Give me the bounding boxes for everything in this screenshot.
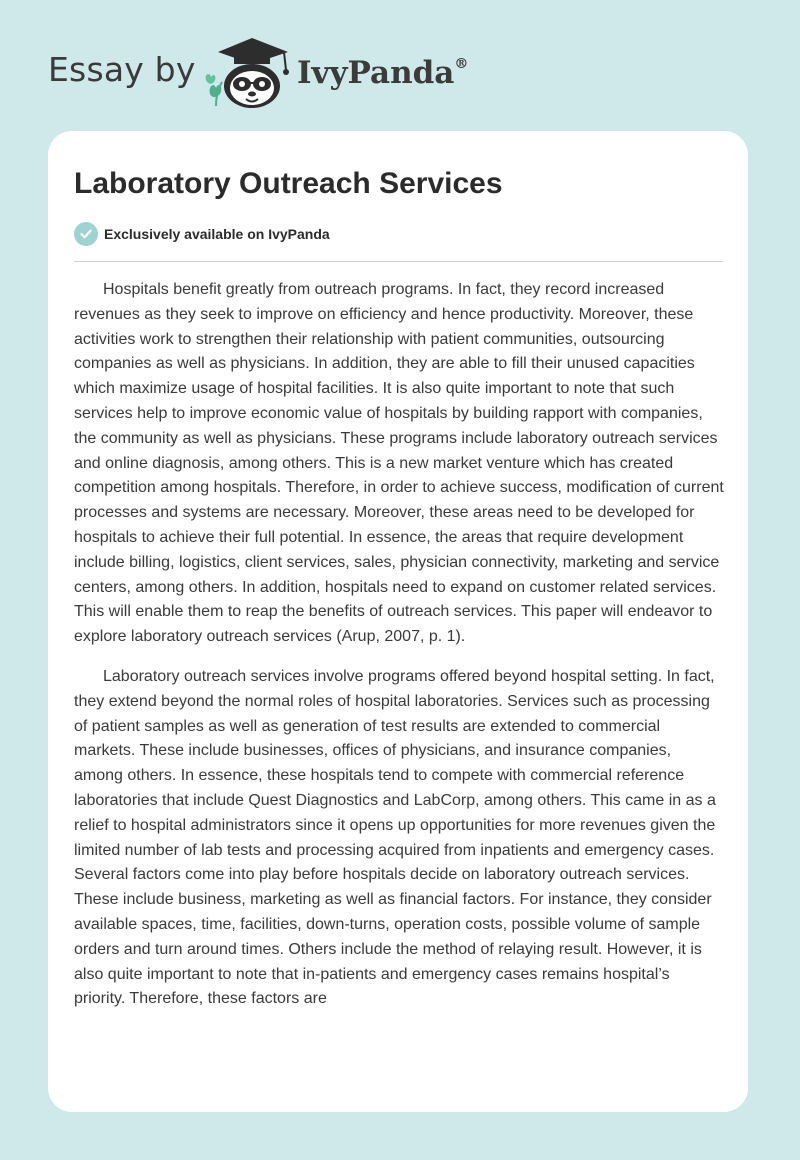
essay-card [48, 131, 748, 1112]
badge-label: Exclusively available on IvyPanda [104, 226, 330, 242]
divider [74, 261, 723, 262]
registered-mark: ® [454, 55, 469, 72]
check-circle-icon [74, 222, 98, 246]
paragraph: Hospitals benefit greatly from outreach programs. In fact, they record increased revenues as they seek to improve on efficiency and hence productivity. Moreover, these activities work to strengthen their relationship with patient communities, outsourcing companies as well as physicians. In addition, they are able to fill their unused capacities which maximize usage of hospital facilities. It is also quite important to note that such services help to improve economic value of hospitals by building rapport with companies, the community as well as physicians. These programs include laboratory outreach services and online diagnosis, among others. This is a new market venture which has created competition among hospitals. Therefore, in order to achieve success, modification of current processes and systems are necessary. Moreover, these areas need to be developed for hospitals to achieve their full potential. In essence, the areas that require development include billing, logistics, client services, sales, physician connectivity, marketing and service centers, among others. In addition, hospitals need to expand on customer related services. This will enable them to reap the benefits of outreach services. This paper will endeavor to explore laboratory outreach services (Arup, 2007, p. 1). [74, 281, 724, 646]
page-title: Laboratory Outreach Services [74, 167, 503, 200]
site-header [0, 0, 800, 130]
brand-prefix: Essay by [48, 50, 196, 89]
panda-graduate-icon[interactable] [200, 36, 296, 110]
brand-name-text: IvyPanda [297, 55, 455, 91]
exclusive-badge [74, 222, 330, 246]
essay-body [74, 278, 724, 1027]
brand-name[interactable] [297, 55, 468, 91]
paragraph: Laboratory outreach services involve programs offered beyond hospital setting. In fact, they extend beyond the normal roles of hospital laboratories. Services such as processing of patient samples as well as generation of test results are extended to commercial markets. These include businesses, offices of physicians, and insurance companies, among others. In essence, these hospitals tend to compete with commercial reference laboratories that include Quest Diagnostics and LabCorp, among others. This came in as a relief to hospital administrators since it opens up opportunities for more revenues given the limited number of lab tests and processing acquired from inpatients and emergency cases. Several factors come into play before hospitals decide on laboratory outreach services. These include business, marketing as well as financial factors. For instance, they consider available spaces, time, facilities, down-turns, operation costs, possible volume of sample orders and turn around times. Others include the method of relaying result. However, it is also quite important to note that in-patients and emergency cases remains hospital’s priority. Therefore, these factors are [74, 667, 716, 1008]
